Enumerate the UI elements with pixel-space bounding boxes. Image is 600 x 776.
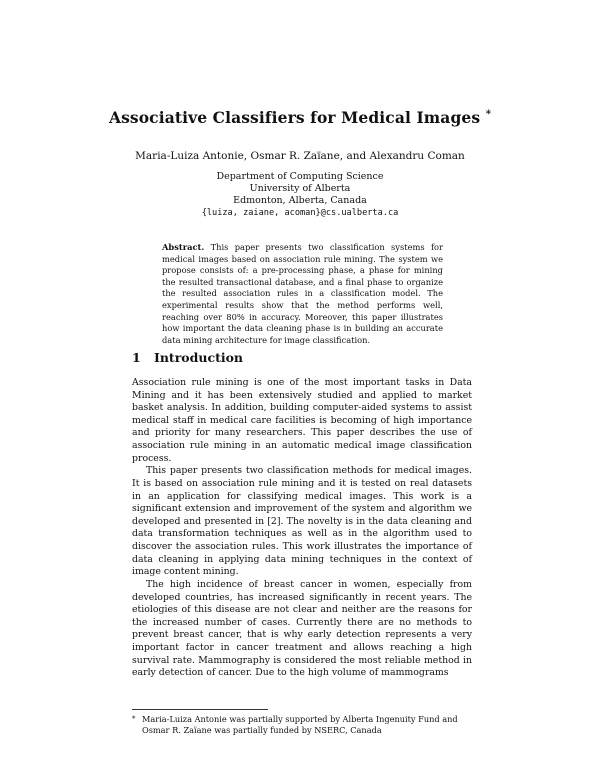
paragraph: This paper presents two classification methods for medical images. It is based on association rule mining and it is tested on real datasets in an application for classifying medical images. This work is a significant extension and improvement of the system and algorithm we developed and presented in [2]. The novelty is in the data cleaning and data transformation techniques as well as in the algorithm used to discover the association rules. This work illustrates the importance of data cleaning in applying data mining techniques in the context of image content mining. [132,465,472,578]
abstract-label: Abstract. [162,242,205,252]
title-footnote-mark: * [485,108,492,120]
footnote-mark: * [132,715,136,723]
footnote [132,714,472,736]
footnote-text: Maria-Luiza Antonie was partially supported by Alberta Ingenuity Fund and Osmar R. Zaïane was partially funded by NSERC, Canada [142,714,458,735]
section-title: Introduction [154,350,244,365]
section-number: 1 [132,350,141,365]
affiliation-block [0,171,600,219]
author-emails: {luiza, zaiane, acoman}@cs.ualberta.ca [201,208,399,218]
paragraph: Association rule mining is one of the most important tasks in Data Mining and it has been extensively studied and applied to market basket analysis. In addition, building computer-aided systems to assist medical staff in medical care facilities is becoming of high importance and priority for many researchers. This paper describes the use of association rule mining in an automatic medical image classification process. [132,377,472,464]
paper-title-text: Associative Classifiers for Medical Images [108,108,481,127]
affiliation-university: University of Alberta [249,183,351,194]
affiliation-department: Department of Computing Science [216,171,384,182]
abstract [162,242,443,346]
footnote-rule [132,709,268,710]
paragraph: The high incidence of breast cancer in women, especially from developed countries, has increased significantly in recent years. The etiologies of this disease are not clear and neither are the reasons for the increased number of cases. Currently there are no methods to prevent breast cancer, that is why early detection represents a very important factor in cancer treatment and allows reaching a high survival rate. Mammography is considered the most reliable method in early detection of cancer. Due to the high volume of mammograms [132,579,472,679]
affiliation-city: Edmonton, Alberta, Canada [233,195,367,206]
author-list: Maria-Luiza Antonie, Osmar R. Zaïane, and Alexandru Coman [135,150,465,162]
section-heading [132,350,243,365]
body-text [132,377,472,680]
paper-title [0,108,600,127]
abstract-text: This paper presents two classification systems for medical images based on association rule mining. The system we propose consists of: a pre-processing phase, a phase for mining the resulted transactional database, and a final phase to organize the resulted association rules in a classification model. The experimental results show that the method performs well, reaching over 80% in accuracy. Moreover, this paper illustrates how important the data cleaning phase is in building an accurate data mining architecture for image classification. [162,242,443,345]
